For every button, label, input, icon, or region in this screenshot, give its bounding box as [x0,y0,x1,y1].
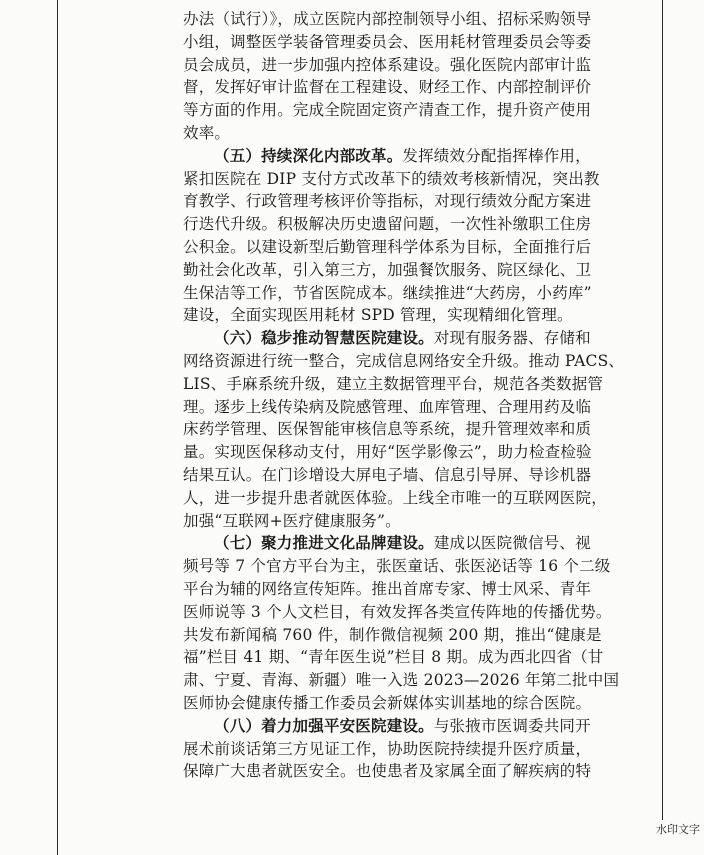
section-text: 建成以医院微信号、视 [433,534,591,553]
section-heading: （八）着力加强平安医院建设。 [214,715,434,735]
text-line: 公积金。以建设新型后勤管理科学体系为目标，全面推行后 [183,237,592,256]
text-line: 员会成员，进一步加强内控体系建设。强化医院内部审计监 [183,55,592,74]
text-line: 医师协会健康传播工作委员会新媒体实训基地的综合医院。 [183,693,592,712]
text-line: 小组，调整医学装备管理委员会、医用耗材管理委员会等委 [183,32,592,51]
section-heading-line [183,532,643,555]
text-line: 加强“互联网+医疗健康服务”。 [183,511,401,530]
text-line: 平台为辅的网络宣传矩阵。推出首席专家、博士风采、青年 [183,579,592,598]
text-line: 理。逐步上线传染病及院感管理、血库管理、合理用药及临 [183,397,592,416]
watermark-text: 水印文字 [656,823,700,836]
text-line: 等方面的作用。完成全院固定资产清查工作，提升资产使用 [183,101,592,120]
text-line: 行迭代升级。积极解决历史遗留问题，一次性补缴职工住房 [183,215,592,234]
section-text: 对现有服务器、存储和 [433,329,591,348]
text-line: 人，进一步提升患者就医体验。上线全市唯一的互联网医院， [183,488,607,507]
section-heading: （五）持续深化内部改革。 [214,145,403,165]
section-heading-line [183,327,643,350]
text-line: 福”栏目 41 期、“青年医生说”栏目 8 期。成为西北四省（甘 [183,648,604,667]
text-line: 建设，全面实现医用耗材 SPD 管理，实现精细化管理。 [183,306,573,325]
text-line: 医师说等 3 个人文栏目，有效发挥各类宣传阵地的传播优势。 [183,602,612,621]
text-line: 共发布新闻稿 760 件，制作微信视频 200 期，推出“健康是 [183,625,602,644]
section-heading-line [183,715,643,738]
table-border-right [662,0,663,820]
text-line: 办法（试行）》，成立医院内部控制领导小组、招标采购领导 [183,10,592,28]
text-line: 紧扣医院在 DIP 支付方式改革下的绩效考核新情况，突出教 [183,169,600,188]
text-line: 展术前谈话第三方见证工作，协助医院持续提升医疗质量， [183,739,592,758]
text-line: 肃、宁夏、青海、新疆）唯一入选 2023—2026 年第二批中国 [183,671,620,690]
text-line: LIS、手麻系统升级，建立主数据管理平台，规范各类数据管 [183,374,604,393]
text-line: 床药学管理、医保智能审核信息等系统，提升管理效率和质 [183,420,592,439]
text-line: 保障广大患者就医安全。也使患者及家属全面了解疾病的特 [183,762,592,781]
section-heading: （六）稳步推动智慧医院建设。 [214,328,434,348]
text-line: 生保洁等工作，节省医院成本。继续推进“大药房，小药库” [183,283,592,302]
section-heading: （七）聚力推进文化品牌建设。 [214,533,434,553]
table-border-left [57,0,58,855]
text-line: 频号等 7 个官方平台为主，张医童话、张医泌话等 16 个二级 [183,557,611,576]
text-line: 育教学、行政管理考核评价等指标，对现行绩效分配方案进 [183,192,592,211]
text-line: 勤社会化改革，引入第三方，加强餐饮服务、院区绿化、卫 [183,260,592,279]
section-text: 与张掖市医调委共同开 [433,716,591,735]
section-text: 发挥绩效分配指挥棒作用， [402,146,591,165]
text-line: 效率。 [183,123,231,142]
text-line: 结果互认。在门诊增设大屏电子墙、信息引导屏、导诊机器 [183,465,592,484]
text-line: 量。实现医保移动支付，用好“医学影像云”，助力检查检验 [183,443,592,462]
document-body [183,8,643,783]
text-line: 网络资源进行统一整合，完成信息网络安全升级。推动 PACS、 [183,351,625,370]
section-heading-line [183,145,643,168]
text-line: 督，发挥好审计监督在工程建设、财经工作、内部控制评价 [183,78,592,97]
